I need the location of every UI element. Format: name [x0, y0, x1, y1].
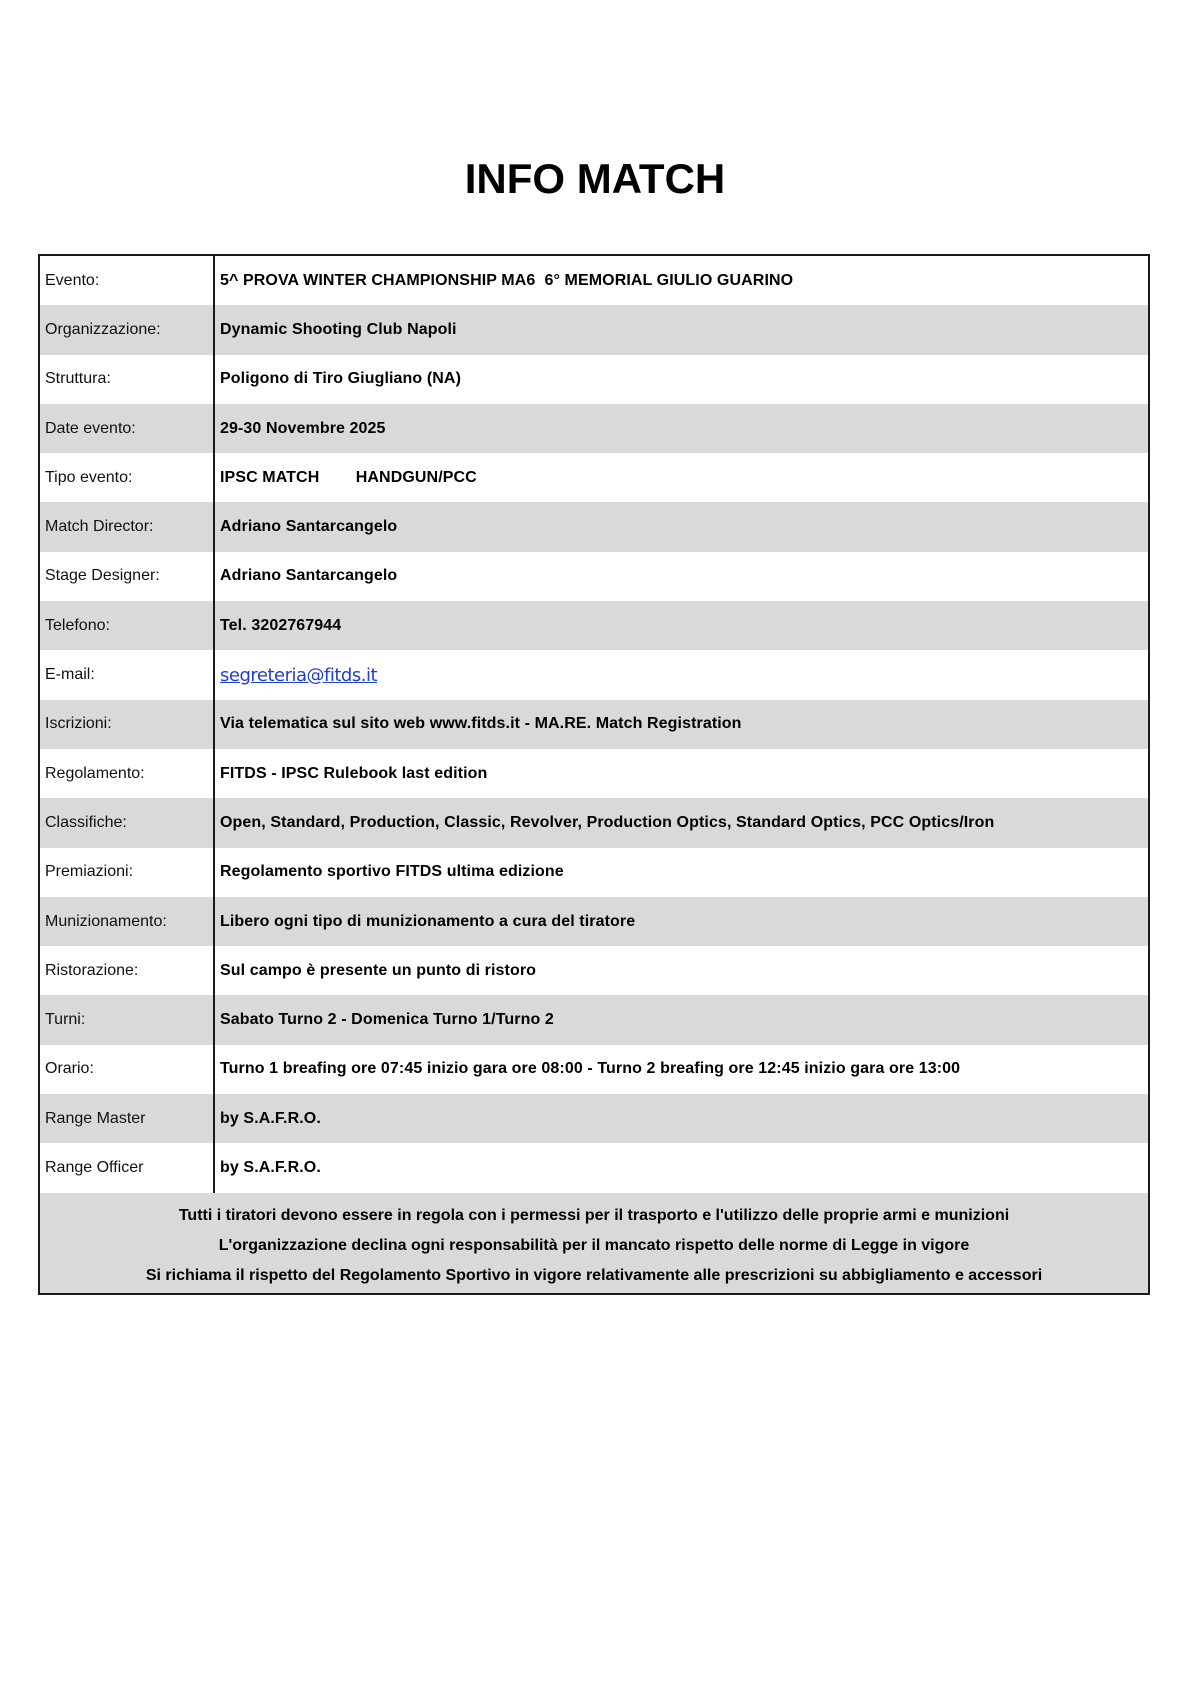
- row-label: Struttura:: [40, 355, 215, 404]
- row-date-evento: [40, 404, 1148, 453]
- row-value: Poligono di Tiro Giugliano (NA): [220, 370, 461, 388]
- row-ristorazione: [40, 946, 1148, 995]
- row-iscrizioni: [40, 700, 1148, 749]
- row-value: Turno 1 breafing ore 07:45 inizio gara ore 08:00 - Turno 2 breafing ore 12:45 inizio gara ore 13:00: [220, 1060, 961, 1078]
- row-label: Classifiche:: [40, 798, 215, 847]
- row-value: Adriano Santarcangelo: [220, 518, 398, 536]
- row-classifiche: [40, 798, 1148, 847]
- row-label: Munizionamento:: [40, 897, 215, 946]
- row-label: Organizzazione:: [40, 305, 215, 354]
- email-link[interactable]: segreteria@fitds.it: [220, 664, 377, 686]
- page-title: INFO MATCH: [464, 155, 726, 202]
- row-range-officer: [40, 1143, 1148, 1192]
- row-telefono: [40, 601, 1148, 650]
- row-label: Range Master: [40, 1094, 215, 1143]
- row-organizzazione: [40, 305, 1148, 354]
- row-value: Open, Standard, Production, Classic, Revolver, Production Optics, Standard Optics, PCC Optics/Iron: [220, 813, 995, 831]
- row-label: Tipo evento:: [40, 453, 215, 502]
- row-label: Ristorazione:: [40, 946, 215, 995]
- row-label: Turni:: [40, 995, 215, 1044]
- row-value: Sul campo è presente un punto di ristoro: [220, 961, 537, 979]
- row-regolamento: [40, 749, 1148, 798]
- row-label: Evento:: [40, 256, 215, 305]
- row-label: Telefono:: [40, 601, 215, 650]
- row-label: Match Director:: [40, 502, 215, 551]
- row-email: [40, 650, 1148, 699]
- disclaimer-footer: [40, 1193, 1148, 1293]
- row-match-director: [40, 502, 1148, 551]
- row-turni: [40, 995, 1148, 1044]
- disclaimer-line: Tutti i tiratori devono essere in regola con i permessi per il trasporto e l'utilizzo delle proprie armi e munizioni: [178, 1206, 1010, 1224]
- row-value: Via telematica sul sito web www.fitds.it - MA.RE. Match Registration: [220, 715, 742, 733]
- row-label: E-mail:: [40, 650, 215, 699]
- row-value: by S.A.F.R.O.: [220, 1158, 321, 1176]
- disclaimer-line: Si richiama il rispetto del Regolamento Sportivo in vigore relativamente alle prescrizioni su abbigliamento e accessori: [145, 1266, 1043, 1284]
- row-munizionamento: [40, 897, 1148, 946]
- row-struttura: [40, 355, 1148, 404]
- row-value: Adriano Santarcangelo: [220, 567, 398, 585]
- row-orario: [40, 1045, 1148, 1094]
- row-label: Premiazioni:: [40, 848, 215, 897]
- info-table: [38, 254, 1150, 1295]
- row-label: Regolamento:: [40, 749, 215, 798]
- row-value: Dynamic Shooting Club Napoli: [220, 320, 457, 338]
- row-value: 29-30 Novembre 2025: [220, 419, 386, 437]
- row-label: Iscrizioni:: [40, 700, 215, 749]
- row-label: Date evento:: [40, 404, 215, 453]
- row-value: Regolamento sportivo FITDS ultima edizione: [220, 863, 564, 881]
- row-stage-designer: [40, 552, 1148, 601]
- row-evento: [40, 256, 1148, 305]
- row-label: Stage Designer:: [40, 552, 215, 601]
- row-value: by S.A.F.R.O.: [220, 1109, 321, 1127]
- row-value: Tel. 3202767944: [220, 616, 342, 634]
- row-premiazioni: [40, 848, 1148, 897]
- row-value: 5^ PROVA WINTER CHAMPIONSHIP MA6 6° MEMORIAL GIULIO GUARINO: [220, 271, 794, 289]
- row-value: [215, 665, 403, 686]
- row-range-master: [40, 1094, 1148, 1143]
- row-label: Range Officer: [40, 1143, 215, 1192]
- row-label: Orario:: [40, 1045, 215, 1094]
- row-tipo-evento: [40, 453, 1148, 502]
- disclaimer-line: L'organizzazione declina ogni responsabilità per il mancato rispetto delle norme di Legge in vigore: [218, 1236, 970, 1254]
- row-value: Sabato Turno 2 - Domenica Turno 1/Turno 2: [220, 1011, 554, 1029]
- row-value: FITDS - IPSC Rulebook last edition: [220, 764, 488, 782]
- row-value: IPSC MATCH HANDGUN/PCC: [220, 468, 477, 486]
- row-value: Libero ogni tipo di munizionamento a cura del tiratore: [220, 912, 636, 930]
